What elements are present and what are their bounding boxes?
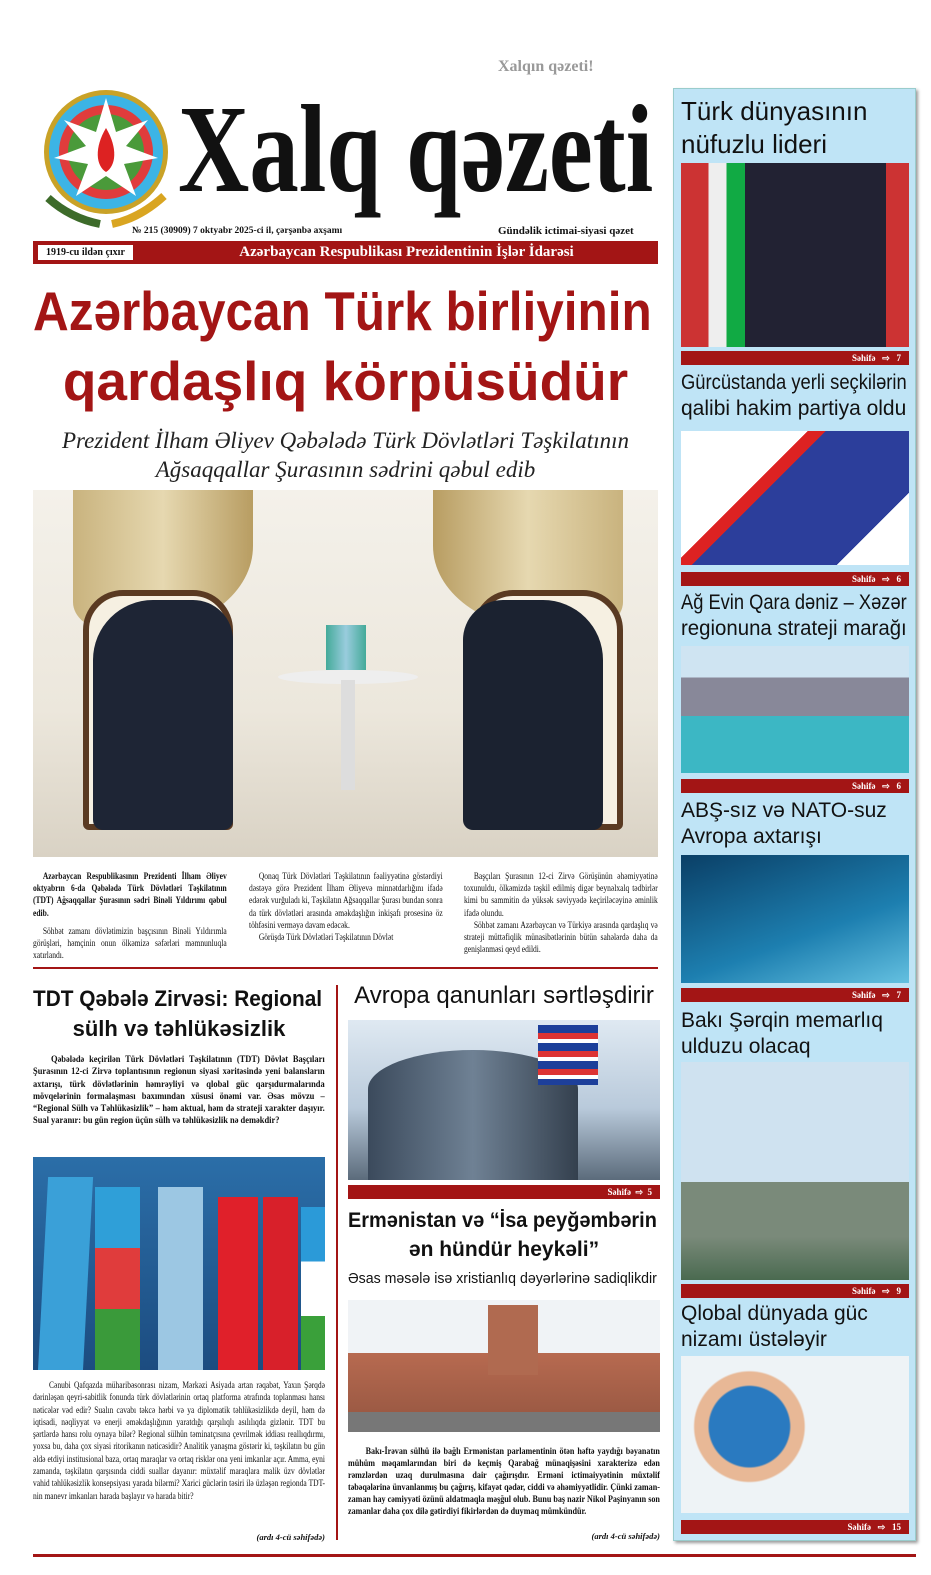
armenia-subtitle [348,1270,660,1288]
continued-link[interactable]: (ardı 4-cü səhifədə) [591,1531,660,1541]
armenia-body-wrap [348,1445,660,1517]
lead-subtitle [33,426,658,484]
page-ref-europe[interactable] [348,1185,660,1199]
title-line: nizamı üstələyir [681,1328,827,1351]
column-divider [336,985,338,1540]
page-label: Səhifə [851,1286,876,1296]
headline-line: qardaşlıq körpüsüdür [62,350,629,412]
subtitle-line: Prezident İlham Əliyev Qəbələdə Türk Dövlətləri Təşkilatının [62,428,629,453]
arrow-right-icon: ⇨ [877,1522,886,1532]
azerbaijan-emblem-logo [40,88,172,228]
european-parliament-photo [348,1020,660,1180]
lead-paragraph: Azərbaycan Respublikasının Prezidenti İlham Əliyev oktyabrın 6-da Qəbələdə Türk Dövlətləri Təşkilatının (TDT) Ağsaqqallar Şurasının sədri Binəli Yıldırımı qəbul edib. [33,871,227,918]
tdt-flags-photo [33,1157,325,1370]
page-label: Səhifə [851,353,876,363]
tdt-headline [33,984,325,1044]
title-line: Ağ Evin Qara dəniz – Xəzər [681,591,907,614]
tagline: Gündəlik ictimai-siyasi qəzet [498,225,634,237]
tdt-lead-wrap [33,1054,325,1128]
page-label: Səhifə [847,1522,871,1532]
title-line: nüfuzlu lideri [681,129,827,159]
tdt-lead: Qəbələdə keçirilən Türk Dövlətləri Təşkilatının (TDT) Dövlət Başçıları Şurasının 12-ci Zirvə toplantısının regionun siyasi xəritəsində yeni balansların axtarışı, türk dövlətlərinin həmrəyliyi və qlobal güc qarşıdurmalarında mövqelərinin formalaşması baxımından xüsusi önəmi var. Əsas mövzu – “Regional Sülh və Təhlükəsizlik” – həm aktual, həm də strateji xarakter daşıyır. Sual yaranır: bu gün region üçün sülh və təhlükəsizlik nə deməkdir? [33,1055,325,1127]
headline-line: TDT Qəbələ Zirvəsi: Regional [33,986,323,1011]
sidebar-item-title[interactable] [681,95,909,161]
subtitle-line: Ağsaqqallar Şurasının sədrini qəbul edib [155,457,536,482]
page-ref[interactable] [681,1284,909,1298]
headline-line: ən hündür heykəli” [408,1238,600,1261]
title-line: Gürcüstanda yerli seçkilərin [681,371,907,394]
title-line: Qlobal dünyada güc [681,1302,868,1325]
arrow-right-icon: ⇨ [882,353,890,363]
sidebar-item-title[interactable] [681,590,909,642]
sidebar-item-photo[interactable] [681,1062,909,1280]
page-ref[interactable] [681,1520,909,1534]
lead-photo [33,490,658,857]
lead-paragraph: Söhbət zamanı dövlətimizin başçısının Binəli Yıldırımla görüşləri, həmçinin onun ölkəmizə səfərləri məmnunluqla xatırlandı. [33,925,227,961]
page-number: 5 [647,1187,652,1197]
yerevan-building-photo [348,1300,660,1432]
arrow-right-icon: ⇨ [882,990,890,1000]
section-divider [33,967,658,969]
sidebar-item-photo[interactable] [681,163,909,347]
headline-line: Ermənistan və “İsa peyğəmbərin [348,1209,657,1232]
armenia-body: Bakı-İrəvan sülhü ilə bağlı Ermənistan parlamentinin ötən həftə yaydığı bəyanatın mühüm məqamlarından biri də keçmiş Qarabağ münaqişəsini xarakterizə edən rəmzlərdən uzaq durulmasına dair çağırışdır. Erməni ictimaiyyətinin müxtəlif təbəqələrinə ünvanlanmış bu çağırış, kifayət qədər, ciddi və əhəmiyyətlidir. Çünki zaman-zaman hay cəmiyyəti özünü aldatmaqla məşğul olub. Bunu baş nazir Nikol Paşinyanın son zamanlar daha çox dilə gətirdiyi fikirlərdən də duymaq mümkündür. [348,1446,660,1516]
continued-link[interactable]: (ardı 4-cü səhifədə) [256,1532,325,1542]
sidebar-item-photo[interactable] [681,1356,909,1513]
arrow-right-icon: ⇨ [882,574,890,584]
subtitle-line: Əsas məsələ isə xristianlıq dəyərlərinə sadiqlikdir [348,1271,657,1287]
page-number: 15 [892,1522,901,1532]
page-number: 6 [896,781,901,791]
title-line: Türk dünyasının [681,96,868,126]
armenia-headline [348,1206,660,1264]
title-line: regionuna strateji marağı [681,617,907,640]
headline-line: Avropa qanunları sərtləşdirir [354,982,654,1009]
title-line: ulduzu olacaq [681,1035,811,1058]
lead-headline [33,276,658,416]
arrow-right-icon: ⇨ [882,1286,890,1296]
lead-paragraph: Söhbət zamanı Azərbaycan və Türkiyə arasında qardaşlıq və strateji müttəfiqlik münasibətlərinin bütün sahələrdə daha da genişlənməsi qeyd edildi. [464,919,659,955]
page-ref[interactable] [681,988,909,1002]
page-ref[interactable] [681,351,909,365]
page-label: Səhifə [851,781,876,791]
title-line: ABŞ-sız və NATO-suz [681,799,887,822]
europe-headline [348,980,660,1012]
arrow-right-icon: ⇨ [635,1187,643,1197]
sidebar-item-photo[interactable] [681,855,909,983]
sidebar-item-title[interactable] [681,1301,909,1353]
title-line: Avropa axtarışı [681,825,822,848]
issue-info: № 215 (30909) 7 oktyabr 2025-ci il, çərşənbə axşamı [132,226,343,236]
page-number: 7 [896,990,901,1000]
bottom-rule [33,1554,916,1557]
title-line: Bakı Şərqin memarlıq [681,1009,883,1032]
title-line: qalibi hakim partiya oldu [681,397,907,420]
lead-article-body [33,870,658,961]
sidebar-item-photo[interactable] [681,646,909,773]
sidebar-item-title[interactable] [681,798,909,850]
publisher-name: Azərbaycan Respublikası Prezidentinin İşlər İdarəsi [239,244,574,260]
tdt-body: Cənubi Qafqazda müharibəsonrası nizam, Mərkəzi Asiyada artan rəqabət, Yaxın Şərqdə dərinləşən qeyri-sabitlik fonunda türk dövlətlərinin ortaq platforma ətrafında toplanması hansı nəticələr vəd edir? Sualın cavabı təkcə hərbi və ya diplomatik təhlükəsizlikdə deyil, həm də iqtisadi, nəqliyyat və enerji əməkdaşlığının yaratdığı qarşılıqlı asılılıqda gizlənir. TDT bu şərtlərdə hansı rolu oynaya bilər? Regional sülhün təminatçısına çevrilmək iddiası reallıqdırmı, yoxsa bu, daha çox siyasi ritorikanın nəticəsidir? Analitik yanaşma göstərir ki, təşkilatın bu gün əldə etdiyi institusional baza, ortaq maraqlar və ortaq risklər ona yeni imkanlar açır. Amma, eyni zamanda, təşkilatın qarşısında ciddi suallar dayanır: müxtəlif maraqlara malik üzv dövlətlər vahid təhlükəsizlik konsepsiyası yarada bilərmi? Xarici güclərin təsiri ilə üzləşən regionda TDT-nin manevr imkanları harada başlayır və harada bitir? [33,1381,325,1502]
newspaper-title: Xalq qəzeti [178,81,654,219]
arrow-right-icon: ⇨ [882,781,890,791]
page-label: Səhifə [851,574,876,584]
sidebar-item-title[interactable] [681,1008,909,1060]
lead-paragraph: Görüşdə Türk Dövlətləri Təşkilatının Dövlət [258,932,393,943]
page-ref[interactable] [681,779,909,793]
slogan: Xalqın qəzeti! [498,58,594,75]
page-label: Səhifə [607,1187,631,1197]
sidebar-item-title[interactable] [681,370,909,422]
page-number: 6 [896,574,901,584]
lead-paragraph: Qonaq Türk Dövlətləri Təşkilatının fəaliyyətinə göstərdiyi dəstəyə görə Prezident İlham Əliyevə minnətdarlığını ifadə edərək vurğuladı ki, Təşkilatın Ağsaqqallar Şurası bundan sonra da türk dövlətləri arasında əməkdaşlığın inkişafı prosesinə öz töhfəsini verməyə davam edəcək. [248,871,443,930]
lead-paragraph: Başçıları Şurasının 12-ci Zirvə Görüşünün əhəmiyyətinə toxunuldu, ölkəmizdə təşkil edilmiş digər beynəlxalq tədbirlər kimi bu sammitin də yüksək səviyyədə keçiriləcəyinə əminlik ifadə olundu. [464,871,659,918]
page-number: 7 [896,353,901,363]
page-label: Səhifə [851,990,876,1000]
sidebar-item-photo[interactable] [681,431,909,565]
page-number: 9 [896,1286,901,1296]
since-badge: 1919-cu ildən çıxır [38,245,133,260]
headline-line: sülh və təhlükəsizlik [72,1016,286,1041]
headline-line: Azərbaycan Türk birliyinin [33,280,652,342]
page-ref[interactable] [681,572,909,586]
tdt-body-wrap [33,1380,325,1503]
